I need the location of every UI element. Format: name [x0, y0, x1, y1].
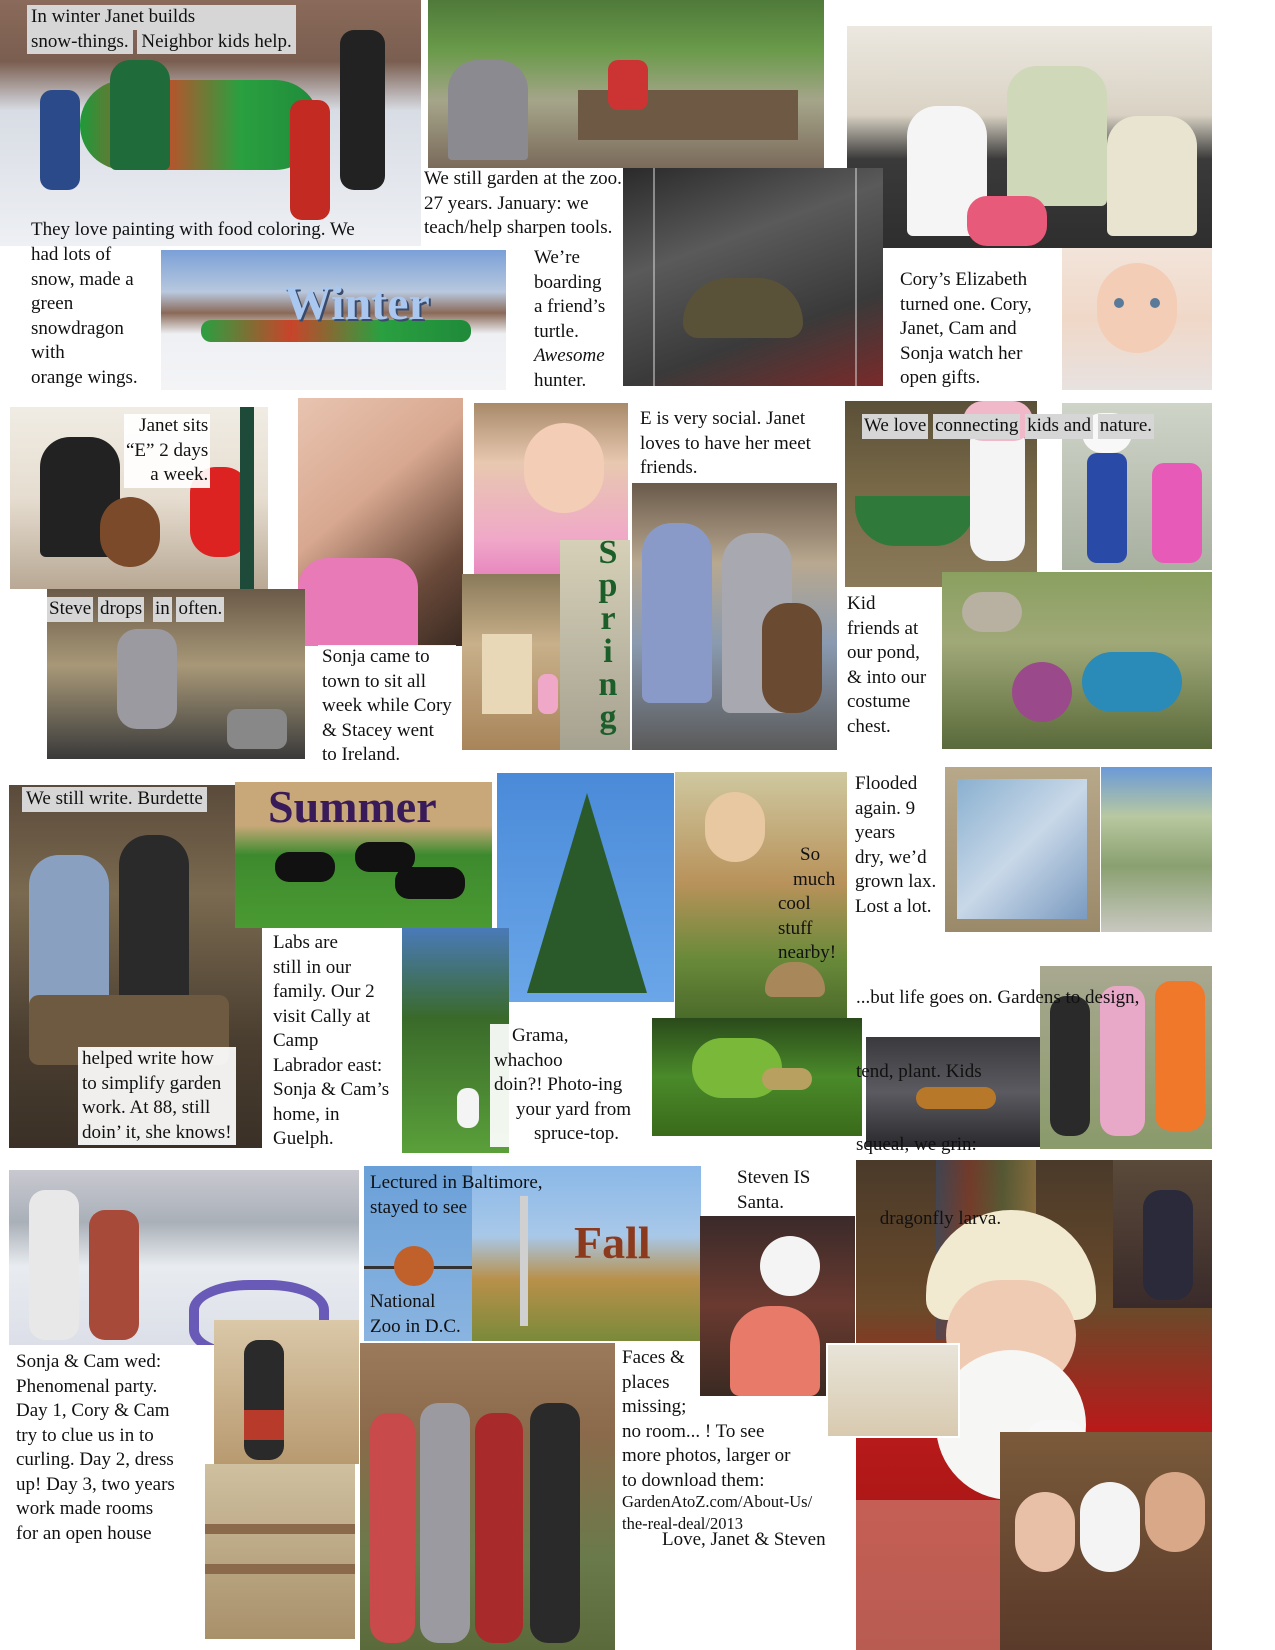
photo-construction [205, 1464, 355, 1639]
spring-letter: r [600, 600, 616, 637]
caption-love-connecting: We love connecting kids and nature. [862, 414, 1154, 439]
caption-life-goes-on: ...but life goes on. Gardens to design, tend, plant. Kids squeal, we grin: dragonfly larva. [856, 987, 1140, 1229]
season-title-winter: Winter [284, 277, 430, 330]
caption-social: E is very social. Janet loves to have her meet friends. [640, 408, 811, 478]
photo-lily-pads [652, 1018, 862, 1136]
spring-letter: p [598, 567, 618, 604]
photo-elizabeth-closeup [1062, 248, 1212, 390]
photo-sonja-with-baby [298, 398, 463, 646]
caption-baltimore: Lectured in Baltimore, stayed to see [370, 1172, 543, 1218]
photo-friends-meet-baby [632, 483, 837, 750]
signoff: Love, Janet & Steven [662, 1529, 826, 1550]
caption-turtle: We’re boarding a friend’s turtle. Awesome hunter. [534, 247, 606, 391]
season-title-fall: Fall [574, 1217, 651, 1268]
spring-letter: g [599, 699, 617, 736]
caption-labs: Labs are still in our family. Our 2 visit Cally at Camp Labrador east: Sonja & Cam’s home, in Guelph. [273, 932, 390, 1149]
caption-snow-intro: In winter Janet builds snow-things. Neighbor kids help. [27, 5, 296, 54]
photo-turtle [623, 168, 883, 386]
caption-flooded: Flooded again. 9 years dry, we’d grown lax. Lost a lot. [855, 773, 937, 917]
spring-letter: i [603, 633, 613, 670]
caption-kid-friends: Kid friends at our pond, & into our costume chest. [847, 593, 927, 737]
caption-steve: Steve drops in often. [47, 597, 224, 622]
spring-letter: n [598, 666, 618, 703]
caption-santa: Steven IS Santa. [737, 1167, 811, 1213]
photo-group-outdoors [360, 1343, 615, 1650]
photo-santa-family [1000, 1432, 1212, 1650]
caption-sonja: Sonja came to town to sit all week while Cory & Stacey went to Ireland. [318, 645, 456, 768]
photo-pond-kids [942, 572, 1212, 749]
photo-spruce-tree [497, 773, 674, 1002]
caption-cool-stuff: So much cool stuff nearby! [778, 844, 837, 963]
caption-wedding: Sonja & Cam wed: Phenomenal party. Day 1, Cory & Cam try to clue us in to curling. Day 2, dress up! Day 3, two years work made rooms for an open house [16, 1351, 175, 1544]
photo-zoo-workshop [428, 0, 824, 168]
caption-janet-sits: Janet sits “E” 2 days a week. [124, 414, 210, 488]
caption-zoo: We still garden at the zoo. 27 years. January: we teach/help sharpen tools. [424, 168, 622, 238]
caption-elizabeth: Cory’s Elizabeth turned one. Cory, Janet, Cam and Sonja watch her open gifts. [900, 269, 1032, 388]
photo-flooded-art [945, 767, 1100, 932]
photo-kilt [214, 1320, 359, 1464]
photo-family-living-room [847, 26, 1212, 248]
season-title-spring [588, 536, 628, 734]
caption-national-zoo: National Zoo in D.C. [370, 1291, 461, 1337]
season-title-summer: Summer [268, 781, 437, 832]
caption-faces-missing: Faces & places missing; no room... ! To see more photos, larger or to download them: [622, 1347, 791, 1491]
caption-burdette: helped write how to simplify garden work. At 88, still doin’ it, she knows! [78, 1047, 236, 1145]
photo-curling [9, 1170, 359, 1345]
photo-flooded-garden [1101, 767, 1212, 932]
caption-food-coloring: They love painting with food coloring. We [31, 219, 355, 240]
caption-snowdragon: had lots of snow, made a green snowdragon with orange wings. [31, 244, 138, 388]
photo-christmas-room [826, 1343, 960, 1438]
caption-still-write: We still write. Burdette [22, 787, 207, 812]
website-link[interactable]: GardenAtoZ.com/About-Us/ the-real-deal/2013 [622, 1492, 813, 1533]
caption-grama: Grama, whachoo doin?! Photo-ing your yard from spruce-top. [490, 1024, 635, 1147]
spring-letter: S [598, 534, 618, 571]
